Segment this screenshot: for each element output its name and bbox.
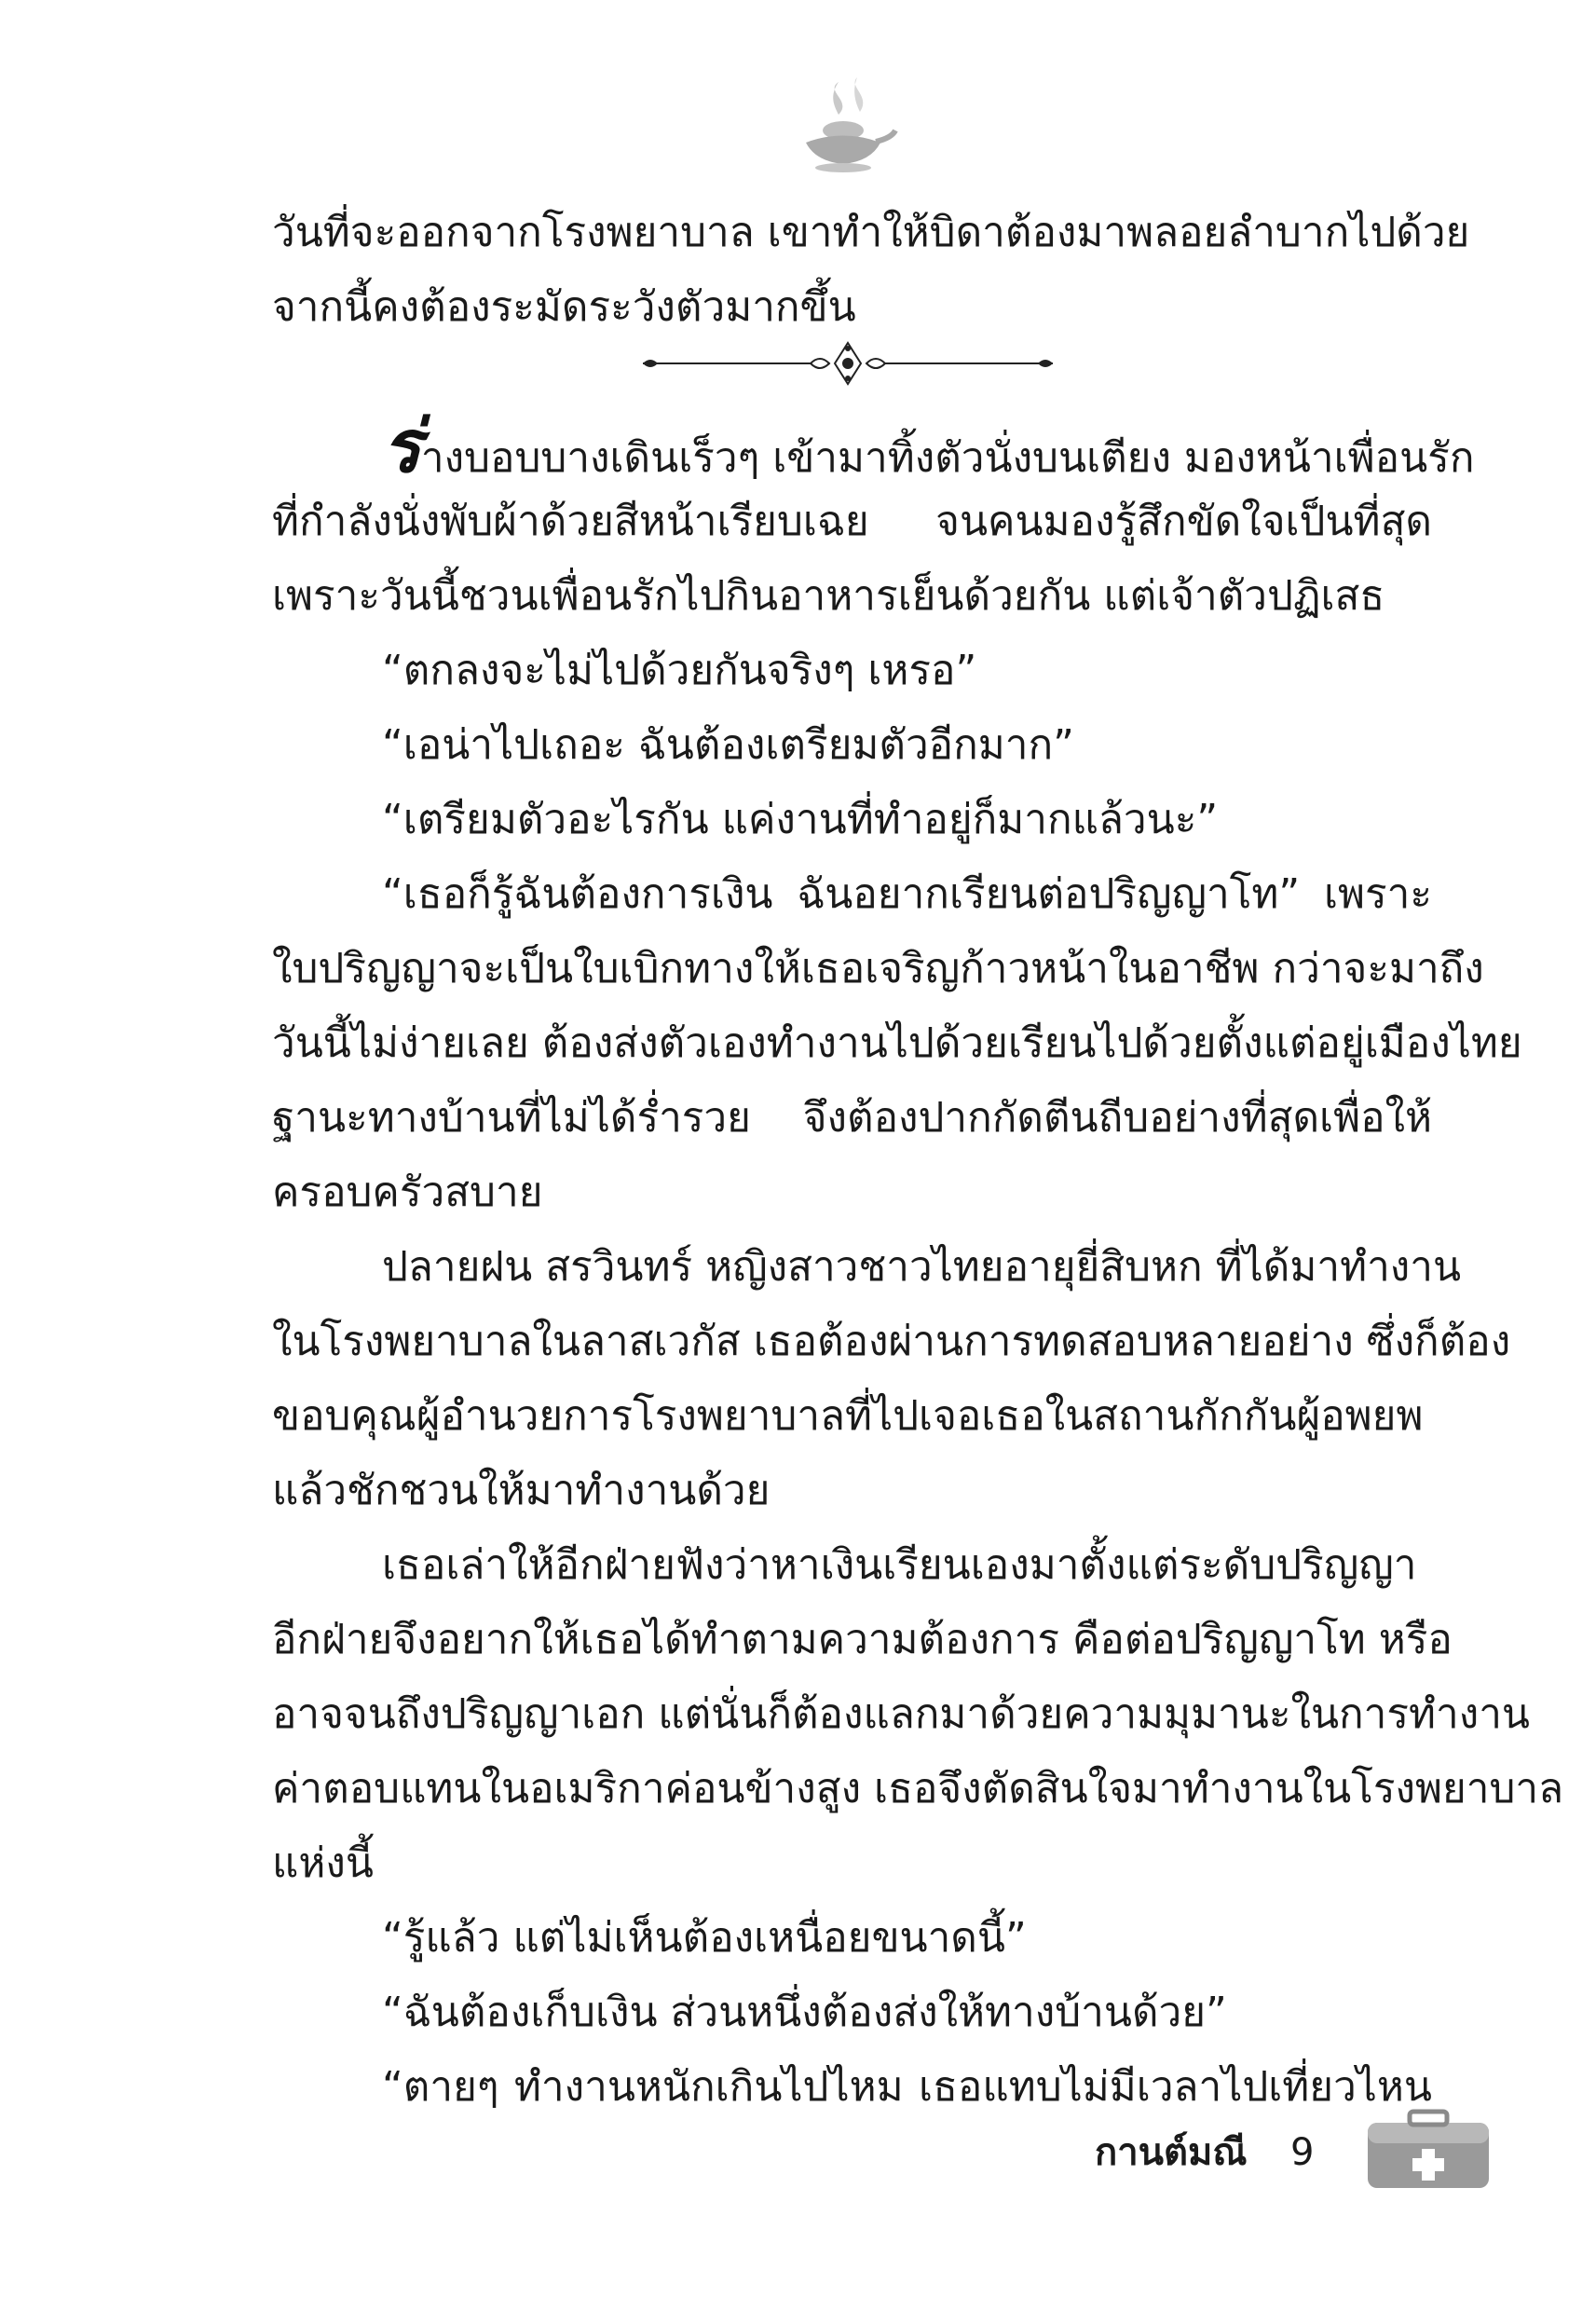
- text-line: จากนี้คงต้องระมัดระวังตัวมากขึ้น: [272, 283, 856, 331]
- footer-author: กานต์มณี: [1095, 2131, 1248, 2174]
- text-line: ขอบคุณผู้อำนวยการโรงพยาบาลที่ไปเจอเธอในสถานกักกันผู้อพยพ: [272, 1392, 1424, 1440]
- text-line: ฐานะทางบ้านที่ไม่ได้ร่ำรวย จึงต้องปากกัดตีนถีบอย่างที่สุดเพื่อให้: [272, 1094, 1432, 1142]
- text-line: [382, 404, 1475, 489]
- text-line: อีกฝ่ายจึงอยากให้เธอได้ทำตามความต้องการ คือต่อปริญญาโท หรือ: [272, 1616, 1453, 1663]
- dialogue-line: “รู้แล้ว แต่ไม่เห็นต้องเหนื่อยขนาดนี้”: [382, 1914, 1027, 1962]
- text-line: วันที่จะออกจากโรงพยาบาล เขาทำให้บิดาต้องมาพลอยลำบากไปด้วย: [272, 209, 1470, 256]
- dialogue-line: “เตรียมตัวอะไรกัน แค่งานที่ทำอยู่ก็มากแล้วนะ”: [382, 796, 1219, 843]
- page-number: 9: [1290, 2131, 1315, 2174]
- text-line: เธอเล่าให้อีกฝ่ายฟังว่าหาเงินเรียนเองมาตั้งแต่ระดับปริญญา: [382, 1541, 1417, 1589]
- text-line: “เธอก็รู้ฉันต้องการเงิน ฉันอยากเรียนต่อปริญญาโท” เพราะ: [382, 870, 1432, 918]
- text-line: ในโรงพยาบาลในลาสเวกัส เธอต้องผ่านการทดสอบหลายอย่าง ซึ่งก็ต้อง: [272, 1318, 1511, 1365]
- text-span: างบอบบางเดินเร็วๆ เข้ามาทิ้งตัวนั่งบนเตียง มองหน้าเพื่อนรัก: [420, 434, 1475, 482]
- dialogue-line: “ฉันต้องเก็บเงิน ส่วนหนึ่งต้องส่งให้ทางบ้านด้วย”: [382, 1989, 1227, 2036]
- text-line: เพราะวันนี้ชวนเพื่อนรักไปกินอาหารเย็นด้วยกัน แต่เจ้าตัวปฏิเสธ: [272, 572, 1385, 620]
- text-line: แห่งนี้: [272, 1839, 374, 1887]
- dialogue-line: “เอน่าไปเถอะ ฉันต้องเตรียมตัวอีกมาก”: [382, 721, 1074, 769]
- text-line: ค่าตอบแทนในอเมริกาค่อนข้างสูง เธอจึงตัดสินใจมาทำงานในโรงพยาบาล: [272, 1765, 1564, 1812]
- text-line: ใบปริญญาจะเป็นใบเบิกทางให้เธอเจริญก้าวหน้าในอาชีพ กว่าจะมาถึง: [272, 945, 1484, 992]
- text-line: อาจจนถึงปริญญาเอก แต่นั่นก็ต้องแลกมาด้วยความมุมานะในการทำงาน: [272, 1690, 1530, 1738]
- text-line: ครอบครัวสบาย: [272, 1169, 543, 1216]
- ornament-divider: [634, 335, 1062, 391]
- dialogue-line: “ตกลงจะไม่ไปด้วยกันจริงๆ เหรอ”: [382, 647, 977, 694]
- text-line: ที่กำลังนั่งพับผ้าด้วยสีหน้าเรียบเฉย จนคนมองรู้สึกขัดใจเป็นที่สุด: [272, 498, 1432, 545]
- dialogue-line: “ตายๆ ทำงานหนักเกินไปไหม เธอแทบไม่มีเวลาไปเที่ยวไหน: [382, 2063, 1432, 2111]
- oil-lamp-icon: [787, 73, 899, 175]
- text-line: ปลายฝน สรวินทร์ หญิงสาวชาวไทยอายุยี่สิบหก ที่ได้มาทำงาน: [382, 1243, 1462, 1291]
- text-line: วันนี้ไม่ง่ายเลย ต้องส่งตัวเองทำงานไปด้วยเรียนไปด้วยตั้งแต่อยู่เมืองไทย: [272, 1019, 1522, 1067]
- text-line: แล้วชักชวนให้มาทำงานด้วย: [272, 1467, 771, 1514]
- drop-cap: ร่: [382, 404, 421, 489]
- first-aid-kit-icon: [1358, 2104, 1498, 2197]
